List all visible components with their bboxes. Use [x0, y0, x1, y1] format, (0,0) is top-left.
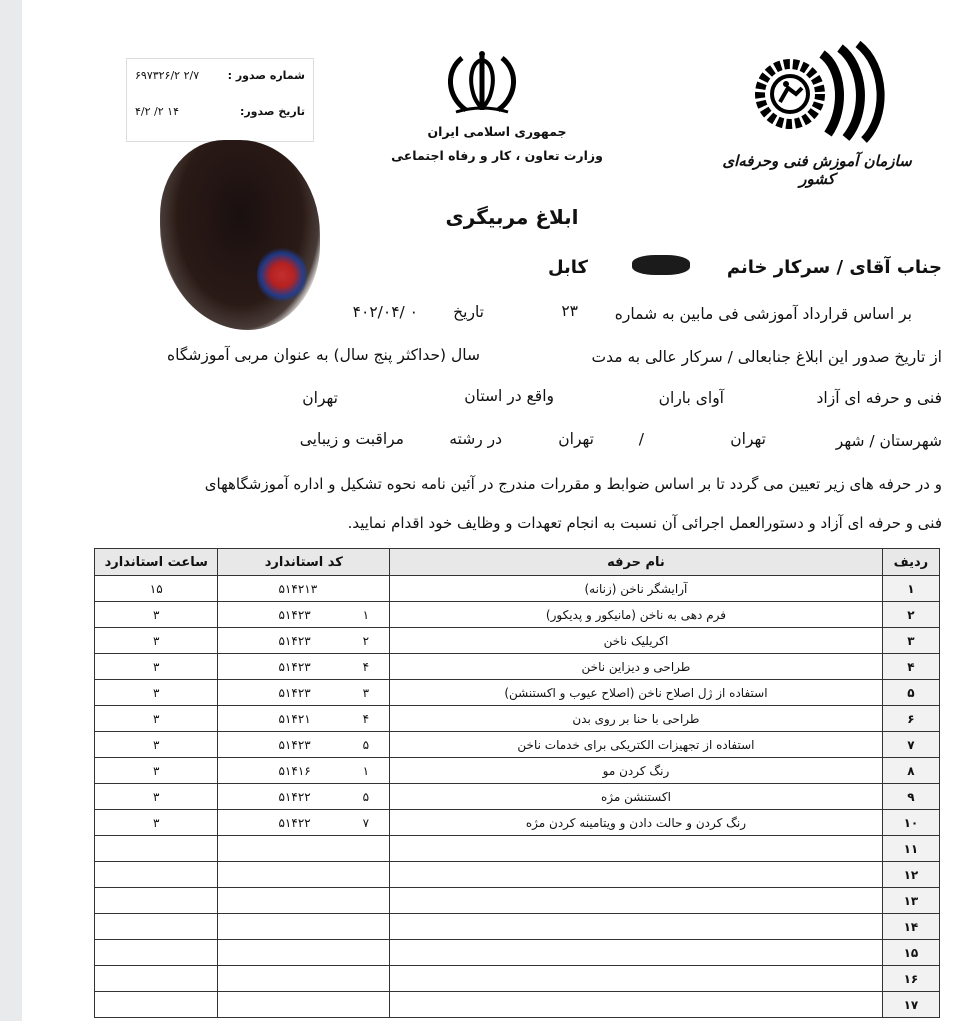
row-index: ۷ — [882, 732, 939, 758]
table-row — [95, 784, 940, 810]
row-trade-name: آرایشگر ناخن (زنانه) — [390, 576, 883, 602]
paragraph-line-1: و در حرفه های زیر تعیین می گردد تا بر اساس ضوابط و مقررات مندرج در آئین نامه نحوه تشکیل و اداره آموزشگاههای — [204, 475, 942, 493]
issue-info-box — [126, 58, 314, 142]
iran-emblem-icon — [432, 48, 532, 118]
row-code-suffix: ۲ — [362, 633, 370, 648]
table-row — [95, 966, 940, 992]
stamp-mark — [257, 245, 307, 305]
row-index: ۳ — [882, 628, 939, 654]
contract-date-label: تاریخ — [453, 303, 484, 321]
row-standard-code: ۵۱۴۲۱ — [278, 711, 311, 726]
province-label: واقع در استان — [464, 387, 554, 405]
row-index: ۱۵ — [882, 940, 939, 966]
row-standard-hours: ۱۵ — [95, 576, 218, 602]
table-row — [95, 732, 940, 758]
contract-text: بر اساس قرارداد آموزشی فی مابین به شماره — [614, 305, 912, 323]
row-standard-hours: ۳ — [95, 680, 218, 706]
salutation: جناب آقای / سرکار خانم — [726, 257, 942, 278]
row-standard-code: ۵۱۴۲۳ — [278, 685, 311, 700]
row-standard-code-cell — [218, 836, 390, 862]
row-standard-code: ۵۱۴۲۱۳ — [278, 581, 318, 596]
table-row — [95, 602, 940, 628]
table-row — [95, 992, 940, 1018]
row-code-suffix: ۷ — [362, 815, 370, 830]
table-row — [95, 680, 940, 706]
row-trade-name: استفاده از ژل اصلاح ناخن (اصلاح عیوب و اکستنشن) — [390, 680, 883, 706]
issue-number-value: ۲/۷ ۶۹۷۳۲۶/۲ — [135, 69, 200, 82]
row-index: ۲ — [882, 602, 939, 628]
county-city-separator: / — [638, 430, 644, 448]
row-standard-hours — [95, 914, 218, 940]
row-standard-hours — [95, 992, 218, 1018]
row-standard-hours: ۳ — [95, 706, 218, 732]
duration-text-left: سال (حداکثر پنج سال) به عنوان مربی آموزشگاه — [167, 346, 480, 364]
row-standard-hours: ۳ — [95, 810, 218, 836]
row-trade-name: رنگ کردن و حالت دادن و ویتامینه کردن مژه — [390, 810, 883, 836]
row-standard-code: ۵۱۴۲۳ — [278, 659, 311, 674]
row-trade-name — [390, 836, 883, 862]
row-standard-hours — [95, 862, 218, 888]
row-standard-hours: ۳ — [95, 602, 218, 628]
header-hours: ساعت استاندارد — [95, 549, 218, 576]
row-standard-code-cell — [218, 810, 390, 836]
issue-date-value: ۱۴ ۲/ ۴/۲ — [135, 105, 179, 118]
row-trade-name: اکستنشن مژه — [390, 784, 883, 810]
row-code-suffix: ۴ — [362, 659, 370, 674]
table-row — [95, 654, 940, 680]
row-standard-code-cell — [218, 576, 390, 602]
row-trade-name: اکریلیک ناخن — [390, 628, 883, 654]
table-row — [95, 836, 940, 862]
row-index: ۹ — [882, 784, 939, 810]
institute-prefix: فنی و حرفه ای آزاد — [816, 389, 942, 407]
row-index: ۱۰ — [882, 810, 939, 836]
row-trade-name: طراحی با حنا بر روی بدن — [390, 706, 883, 732]
row-index: ۱۳ — [882, 888, 939, 914]
row-standard-code-cell — [218, 966, 390, 992]
row-index: ۶ — [882, 706, 939, 732]
table-header-row — [95, 549, 940, 576]
header-code: کد استاندارد — [218, 549, 390, 576]
recipient-surname: کابل — [547, 257, 588, 278]
row-code-suffix: ۱ — [362, 607, 370, 622]
document-page — [22, 0, 978, 1021]
city-value: تهران — [558, 430, 594, 448]
row-index: ۴ — [882, 654, 939, 680]
table-row — [95, 888, 940, 914]
table-row — [95, 914, 940, 940]
row-standard-code-cell — [218, 602, 390, 628]
org-name: سازمان آموزش فنی وحرفه‌ای کشور — [722, 152, 912, 188]
table-row — [95, 576, 940, 602]
row-index: ۱ — [882, 576, 939, 602]
row-standard-code-cell — [218, 940, 390, 966]
row-trade-name: استفاده از تجهیزات الکتریکی برای خدمات ناخن — [390, 732, 883, 758]
header-index: ردیف — [882, 549, 939, 576]
table-row — [95, 758, 940, 784]
row-standard-code-cell — [218, 628, 390, 654]
row-standard-code-cell — [218, 732, 390, 758]
row-trade-name — [390, 914, 883, 940]
row-code-suffix: ۳ — [362, 685, 370, 700]
row-index: ۱۴ — [882, 914, 939, 940]
row-index: ۸ — [882, 758, 939, 784]
row-standard-hours: ۳ — [95, 654, 218, 680]
row-standard-code-cell — [218, 914, 390, 940]
row-trade-name: رنگ کردن مو — [390, 758, 883, 784]
country-name: جمهوری اسلامی ایران — [427, 124, 567, 139]
row-standard-hours: ۳ — [95, 758, 218, 784]
row-standard-code-cell — [218, 758, 390, 784]
row-index: ۱۲ — [882, 862, 939, 888]
document-title: ابلاغ مربیگری — [445, 205, 579, 229]
row-standard-hours — [95, 888, 218, 914]
row-standard-code-cell — [218, 862, 390, 888]
table-row — [95, 810, 940, 836]
row-index: ۱۱ — [882, 836, 939, 862]
table-row — [95, 706, 940, 732]
row-standard-hours — [95, 940, 218, 966]
row-standard-hours — [95, 966, 218, 992]
row-index: ۱۷ — [882, 992, 939, 1018]
row-trade-name: فرم دهی به ناخن (مانیکور و پدیکور) — [390, 602, 883, 628]
row-standard-code-cell — [218, 992, 390, 1018]
row-standard-code: ۵۱۴۲۳ — [278, 607, 311, 622]
row-standard-code: ۵۱۴۲۲ — [278, 815, 311, 830]
county-label: شهرستان / شهر — [835, 432, 942, 450]
row-standard-code-cell — [218, 706, 390, 732]
row-standard-hours: ۳ — [95, 784, 218, 810]
row-index: ۱۶ — [882, 966, 939, 992]
row-standard-code: ۵۱۴۲۳ — [278, 633, 311, 648]
duration-text-right: از تاریخ صدور این ابلاغ جنابعالی / سرکار عالی به مدت — [591, 348, 942, 366]
row-trade-name — [390, 888, 883, 914]
row-standard-code: ۵۱۴۱۶ — [278, 763, 311, 778]
row-standard-code-cell — [218, 784, 390, 810]
row-trade-name — [390, 862, 883, 888]
redacted-stamp — [160, 140, 320, 330]
row-trade-name — [390, 966, 883, 992]
issue-date-label: تاریخ صدور: — [239, 105, 305, 118]
table-row — [95, 862, 940, 888]
issue-number-label: شماره صدور : — [227, 69, 305, 82]
row-standard-code: ۵۱۴۲۲ — [278, 789, 311, 804]
contract-number: ۲۳ — [561, 302, 578, 320]
redacted-name — [632, 255, 690, 275]
table-row — [95, 940, 940, 966]
row-code-suffix: ۱ — [362, 763, 370, 778]
row-trade-name — [390, 992, 883, 1018]
row-standard-code-cell — [218, 888, 390, 914]
province-value: تهران — [302, 389, 338, 407]
row-code-suffix: ۵ — [362, 737, 370, 752]
row-trade-name — [390, 940, 883, 966]
row-standard-hours: ۳ — [95, 732, 218, 758]
row-code-suffix: ۴ — [362, 711, 370, 726]
field-value: مراقبت و زیبایی — [299, 430, 404, 448]
trades-table — [94, 548, 940, 1018]
field-label: در رشته — [449, 430, 502, 448]
row-standard-code-cell — [218, 680, 390, 706]
row-standard-hours: ۳ — [95, 628, 218, 654]
institute-name: آوای باران — [658, 389, 724, 407]
row-standard-code: ۵۱۴۲۳ — [278, 737, 311, 752]
contract-date: ۴۰۲/۰۴/ ۰ — [352, 303, 418, 321]
org-logo-icon — [742, 38, 892, 148]
paragraph-line-2: فنی و حرفه ای آزاد و دستورالعمل اجرائی آن نسبت به انجام تعهدات و وظایف خود اقدام نمایید. — [347, 514, 942, 532]
row-code-suffix: ۵ — [362, 789, 370, 804]
county-value: تهران — [730, 430, 766, 448]
row-standard-code-cell — [218, 654, 390, 680]
ministry-name: وزارت تعاون ، کار و رفاه اجتماعی — [391, 148, 603, 163]
row-standard-hours — [95, 836, 218, 862]
header-name: نام حرفه — [390, 549, 883, 576]
row-index: ۵ — [882, 680, 939, 706]
table-row — [95, 628, 940, 654]
row-trade-name: طراحی و دیزاین ناخن — [390, 654, 883, 680]
